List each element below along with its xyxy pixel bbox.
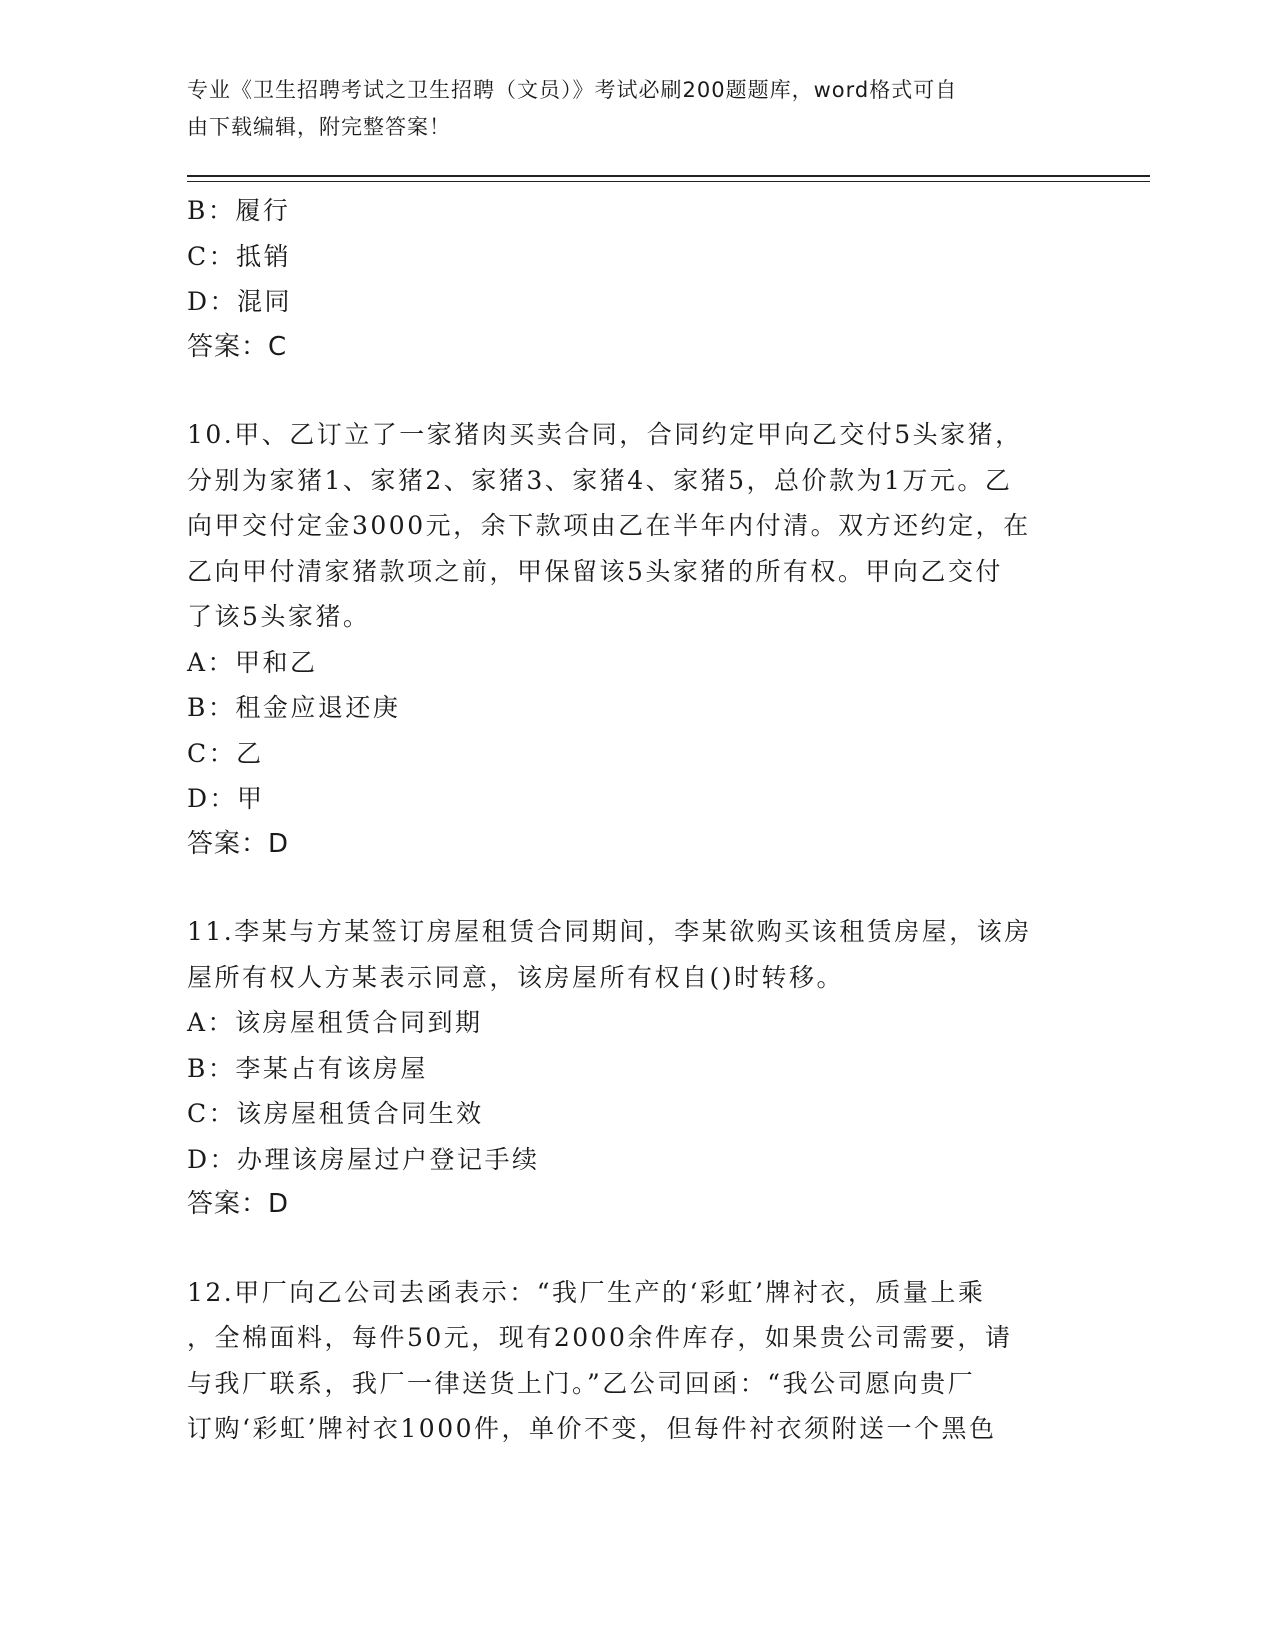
header-rule-thin xyxy=(187,181,1150,182)
q12-stem-line: 订购‘彩虹’牌衬衣1000件，单价不变，但每件衬衣须附送一个黑色 xyxy=(187,1414,997,1443)
q11-option-c: C：该房屋租赁合同生效 xyxy=(187,1099,484,1128)
q10-option-b: B：租金应退还庚 xyxy=(187,693,401,722)
q11-option-b: B：李某占有该房屋 xyxy=(187,1053,428,1083)
q9-answer: 答案：C xyxy=(187,331,288,362)
q10-option-d: D：甲 xyxy=(187,784,265,813)
spacer xyxy=(187,370,1077,412)
question-9-tail xyxy=(187,188,1077,370)
q11-stem-line: 屋所有权人方某表示同意，该房屋所有权自()时转移。 xyxy=(187,962,845,992)
q11-option-d: D：办理该房屋过户登记手续 xyxy=(187,1144,540,1174)
q10-stem-line: 分别为家猪1、家猪2、家猪3、家猪4、家猪5，总价款为1万元。乙 xyxy=(187,465,1013,495)
spacer xyxy=(187,1228,1077,1270)
q10-stem-line: 乙向甲付清家猪款项之前，甲保留该5头家猪的所有权。甲向乙交付 xyxy=(187,556,1003,586)
q9-option-d: D：混同 xyxy=(187,287,293,316)
q10-stem-line: 10.甲、乙订立了一家猪肉买卖合同，合同约定甲向乙交付5头家猪， xyxy=(187,420,1023,449)
q11-option-a: A：该房屋租赁合同到期 xyxy=(187,1008,483,1037)
question-10 xyxy=(187,412,1077,867)
q12-stem-line: ，全棉面料，每件50元，现有2000余件库存，如果贵公司需要，请 xyxy=(187,1323,1013,1352)
document-body xyxy=(187,188,1077,1452)
document-header xyxy=(187,72,1067,146)
q10-option-c: C：乙 xyxy=(187,738,264,768)
q10-option-a: A：甲和乙 xyxy=(187,647,318,677)
q9-option-b: B：履行 xyxy=(187,196,291,225)
q12-stem-line: 12.甲厂向乙公司去函表示：“我厂生产的‘彩虹’牌衬衣，质量上乘 xyxy=(187,1277,986,1307)
header-line-2: 由下载编辑，附完整答案！ xyxy=(187,115,451,139)
spacer xyxy=(187,867,1077,909)
q10-answer: 答案：D xyxy=(187,828,290,859)
question-11 xyxy=(187,909,1077,1228)
q10-stem-line: 了该5头家猪。 xyxy=(187,602,371,631)
question-12 xyxy=(187,1270,1077,1452)
q12-stem-line: 与我厂联系，我厂一律送货上门。”乙公司回函：“我公司愿向贵厂 xyxy=(187,1368,976,1398)
q11-answer: 答案：D xyxy=(187,1189,290,1219)
q10-stem-line: 向甲交付定金3000元，余下款项由乙在半年内付清。双方还约定，在 xyxy=(187,511,1031,540)
q9-option-c: C：抵销 xyxy=(187,241,292,271)
header-line-1: 专业《卫生招聘考试之卫生招聘（文员）》考试必刷200题题库，word格式可自 xyxy=(187,78,958,102)
q11-stem-line: 11.李某与方某签订房屋租赁合同期间，李某欲购买该租赁房屋，该房 xyxy=(187,917,1032,946)
header-rule-thick xyxy=(187,175,1150,177)
